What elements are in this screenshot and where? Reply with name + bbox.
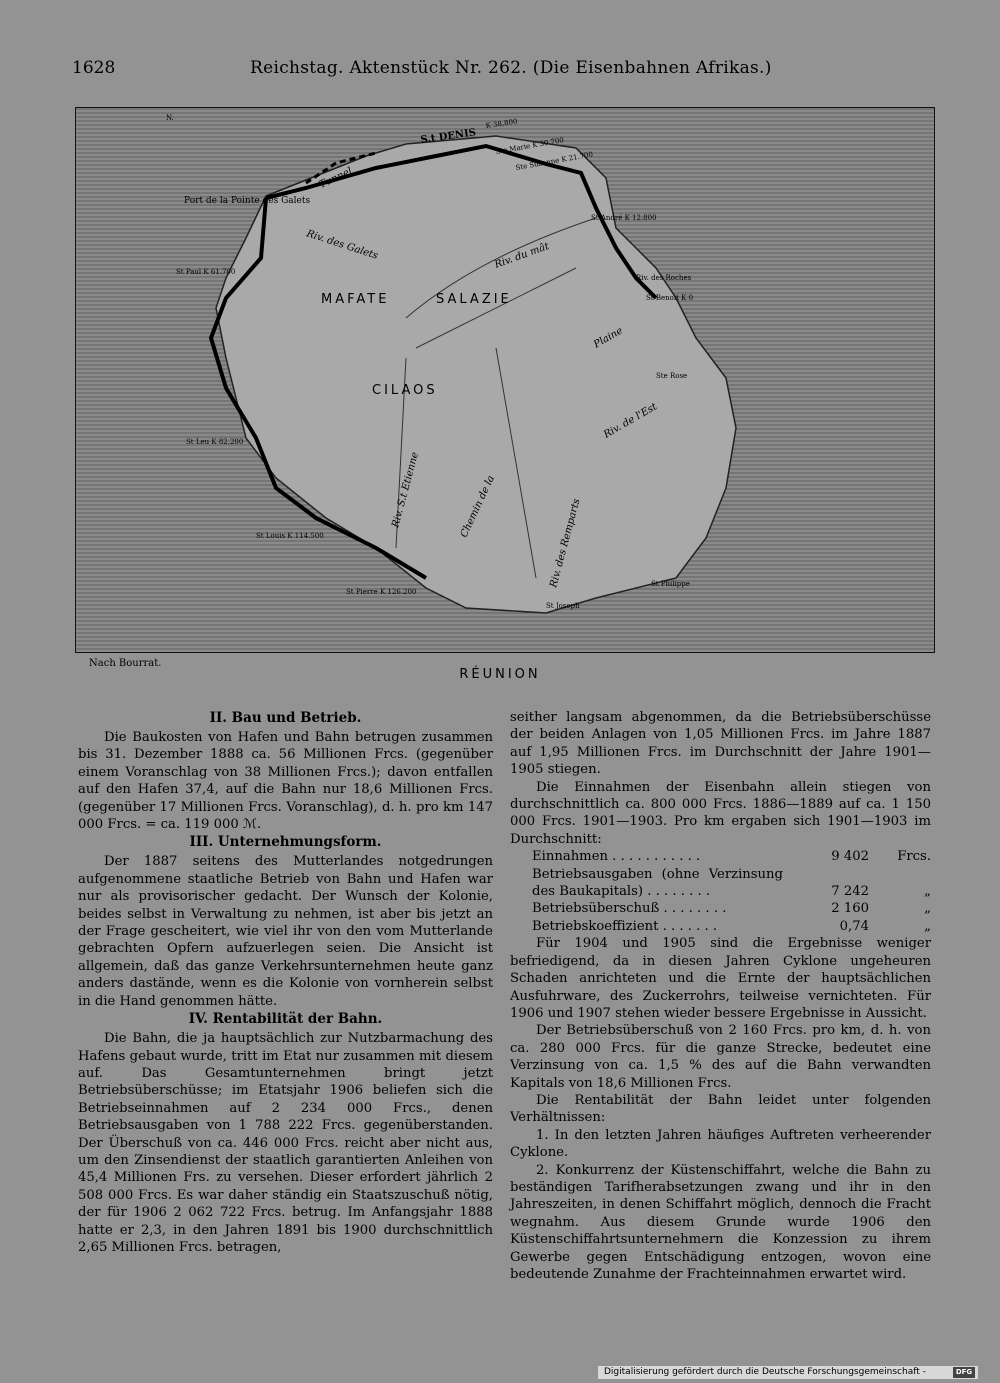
river-label: Riv. des Remparts [548, 497, 583, 589]
table-row [510, 866, 931, 901]
table-label: Betriebsausgaben (ohne Verzinsung des Baukapitals) . . . . . . . . [532, 866, 783, 900]
region-label: MAFATE [321, 292, 390, 307]
station-label: St Pierre K 126.200 [346, 588, 417, 596]
north-label: N. [166, 114, 174, 122]
station-label: Ste Suzanne K 21.700 [514, 150, 594, 172]
table-label: Betriebskoeffizient . . . . . . . [532, 918, 718, 934]
river-label: Riv. des Galets [305, 228, 380, 262]
table-value: 9 402 [831, 849, 869, 865]
section-heading: II. Bau und Betrieb. [209, 710, 362, 726]
map-title: RÉUNION [459, 667, 541, 682]
paragraph: 1. In den letzten Jahren häufiges Auftreten verheerender Cyklone. [510, 1127, 931, 1161]
station-label: St Leu K 82.200 [186, 438, 244, 446]
running-title: Reichstag. Aktenstück Nr. 262. (Die Eisenbahnen Afrikas.) [250, 58, 772, 78]
river-label: Riv. du mât [493, 240, 551, 271]
river-label: Plaine [592, 325, 625, 351]
table-unit: Frcs. [897, 849, 931, 865]
river-label: Riv. de l'Est [602, 401, 659, 441]
paragraph: Der Betriebsüberschuß von 2 160 Frcs. pro km, d. h. von ca. 280 000 Frcs. für die ganze Strecke, bedeutet eine Verzinsung von ca. 1,5 % des auf die Bahn verwandten Kapitals von 18,6 Millionen Frcs. [510, 1023, 931, 1091]
reunion-map [76, 108, 934, 652]
paragraph: Die Baukosten von Hafen und Bahn betrugen zusammen bis 31. Dezember 1888 ca. 56 Millionen Frcs. (gegenüber einem Voranschlag von 38 Millionen Frcs.); davon entfallen auf den Hafen 37,4, auf die Bahn nur 18,6 Millionen Frcs. (gegenüber 17 Millionen Frcs. Voranschlag), d. h. pro km 147 000 Frcs. = ca. 119 000 ℳ. [78, 730, 493, 833]
right-column [510, 709, 931, 1283]
table-unit: „ [924, 884, 931, 900]
revenue-table [510, 848, 931, 935]
section-heading: III. Unternehmungsform. [189, 834, 382, 851]
table-row [510, 900, 931, 917]
st-denis-label: S.t DENIS [419, 127, 477, 146]
paragraph: 2. Konkurrenz der Küstenschiffahrt, welche die Bahn zu beständigen Tarifherabsetzungen zwang und ihr in den Jahreszeiten, in denen Schiffahrt möglich, dennoch die Fracht wegnahm. Aus diesem Grunde wurde 1906 den Küstenschiffahrtsunternehmern die Konzession zu ihrem Gewerbe gegen Entschädigung entzogen, wovon eine bedeutende Zunahme der Frachteinnahmen erwartet wird. [510, 1162, 931, 1282]
station-label: St Joseph [546, 602, 580, 610]
station-label: Ste Rose [656, 372, 688, 380]
station-label: Riv. des Roches [636, 274, 692, 282]
table-label: Einnahmen . . . . . . . . . . . [532, 849, 701, 865]
paragraph: Die Rentabilität der Bahn leidet unter folgenden Verhältnissen: [510, 1092, 931, 1126]
table-unit: „ [924, 901, 931, 917]
paragraph: Die Bahn, die ja hauptsächlich zur Nutzbarmachung des Hafens gebaut wurde, tritt im Etat nur zusammen mit diesem auf. Das Gesamtunternehmen bringt jetzt Betriebsüberschüsse; im Etatsjahr 1906 beliefen sich die Betriebseinnahmen auf 2 234 000 Frcs., denen Betriebsausgaben von 1 788 222 Frcs. gegenüberstanden. Der Überschuß von ca. 446 000 Frcs. reicht aber nicht aus, um den Zinsendienst der staatlich garantierten Anleihen von 45,4 Millionen Frs. zu versehen. Dieser erfordert jährlich 2 508 000 Frcs. Es war daher ständig ein Staatszuschuß nötig, der für 1906 2 062 722 Frcs. betrug. Im Anfangsjahr 1888 hatte er 2,3, in den Jahren 1891 bis 1900 durchschnittlich 2,65 Millionen Frcs. betragen, [78, 1031, 493, 1255]
region-label: CILAOS [372, 383, 438, 398]
page-number: 1628 [72, 58, 116, 78]
page-header [72, 58, 934, 82]
table-row [510, 918, 931, 935]
station-label: St André K 12.800 [591, 214, 657, 222]
river-label: Chemin de la [458, 473, 498, 540]
dfg-logo-icon[interactable]: DFG [953, 1367, 975, 1378]
paragraph: Die Einnahmen der Eisenbahn allein stiegen von durchschnittlich ca. 800 000 Frcs. 1886—1889 auf ca. 1 150 000 Frcs. 1901—1903. Pro km ergaben sich 1901—1903 im Durchschnitt: [510, 779, 931, 847]
left-column [78, 709, 493, 1256]
station-label: St Philippe [651, 580, 690, 588]
footer-bar [598, 1366, 978, 1379]
station-label: St Benoit K 0 [646, 294, 694, 302]
section-heading: IV. Rentabilität der Bahn. [188, 1011, 383, 1028]
table-row [510, 848, 931, 865]
paragraph: Für 1904 und 1905 sind die Ergebnisse weniger befriedigend, da in diesen Jahren Cyklone ungeheuren Schaden anrichteten und die Ernte der hauptsächlichen Ausfuhrware, des Zuckerrohrs, teilweise vernichteten. Für 1906 und 1907 stehen wieder bessere Ergebnisse in Aussicht. [510, 936, 931, 1021]
river-label: Riv. S.t Etienne [390, 450, 421, 529]
paragraph: seither langsam abgenommen, da die Betriebsüberschüsse der beiden Anlagen von 1,05 Millionen Frcs. im Jahre 1887 auf 1,95 Millionen Frcs. im Durchschnitt der Jahre 1901—1905 stiegen. [510, 710, 931, 778]
table-label: Betriebsüberschuß . . . . . . . . [532, 901, 727, 917]
port-label: Port de la Pointe des Galets [184, 196, 311, 206]
station-label: St Paul K 61.700 [176, 268, 236, 276]
map-credit: Nach Bourrat. [89, 658, 162, 669]
table-unit: „ [924, 918, 931, 934]
st-denis-km: K 38,800 [485, 117, 518, 130]
tunnel-label: Tunnel [317, 165, 355, 191]
map-figure [75, 107, 935, 653]
station-label: Ste Marie K 30.700 [494, 136, 565, 156]
table-value: 0,74 [839, 918, 869, 934]
station-label: St Louis K 114.500 [256, 532, 324, 540]
paragraph: Der 1887 seitens des Mutterlandes notgedrungen aufgenommene staatliche Betrieb von Bahn und Hafen war nur als provisorischer gedacht. Der Wunsch der Kolonie, beides selbst in Verwaltung zu nehmen, ist aber bis jetzt an der Frage gescheitert, wie viel ihr von den vom Mutterlande gebrachten Opfern aufzuerlegen seien. Die Ansicht ist allgemein, daß das ganze Verkehrsunternehmen heute ganz anders dastände, wenn es die Kolonie von vornherein selbst in die Hand genommen hätte. [78, 854, 493, 1009]
table-value: 7 242 [831, 884, 869, 900]
table-value: 2 160 [831, 901, 869, 917]
region-label: SALAZIE [436, 292, 512, 307]
footer-text: Digitalisierung gefördert durch die Deutsche Forschungsgemeinschaft - [604, 1367, 926, 1377]
